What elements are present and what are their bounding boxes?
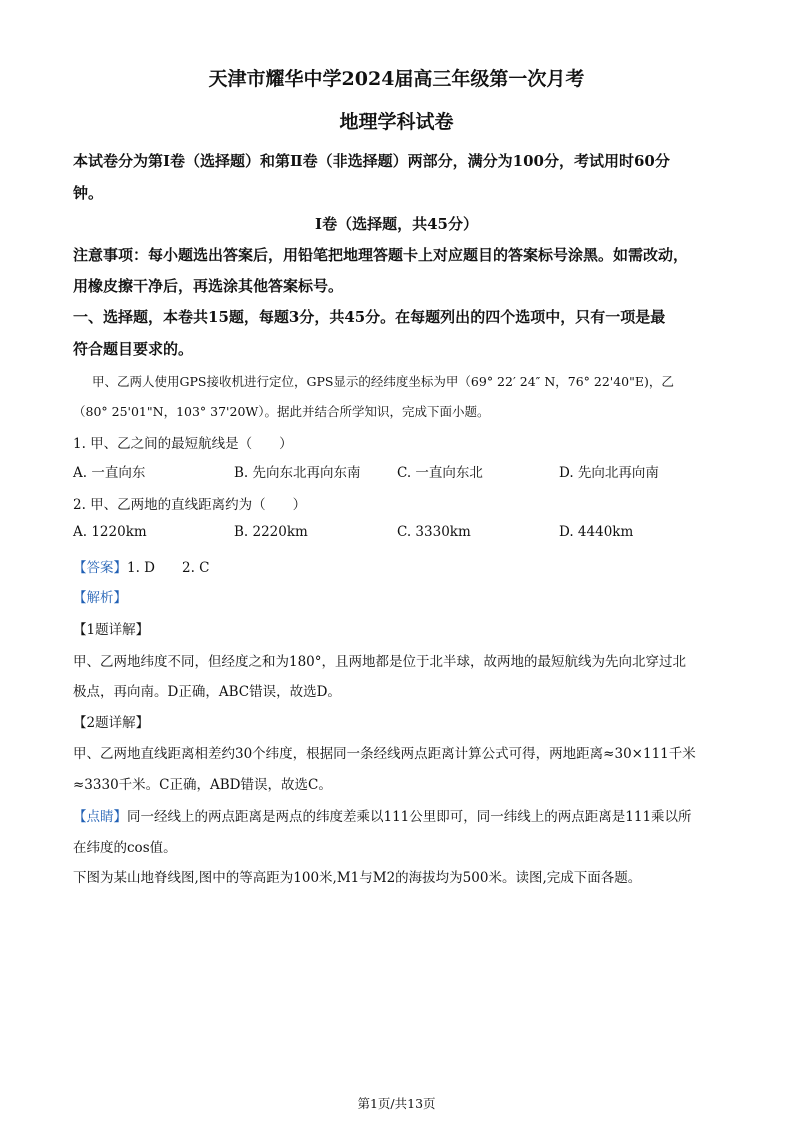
analysis-label: 【解析】 [73,590,127,606]
tip-label: 【点睛】 [73,809,127,825]
intro-line-2: 钟。 [73,184,104,202]
answer-label: 【答案】 [73,560,127,576]
part1-line-2: 符合题目要求的。 [73,340,194,358]
question-1-option-d[interactable]: D. 先向北再向南 [559,465,659,481]
q1-detail-line-2: 极点，再向南。D正确，ABC错误，故选D。 [73,684,341,700]
notice-line-2: 用橡皮擦干净后，再选涂其他答案标号。 [73,277,344,295]
part1-line-1: 一、选择题，本卷共15题，每题3分，共45分。在每题列出的四个选项中，只有一项是最 [73,308,666,326]
question-1-option-a[interactable]: A. 一直向东 [73,465,146,481]
page-footer: 第1页/共13页 [357,1096,436,1111]
answer-text: 1. D 2. C [127,560,210,576]
question-2-option-c[interactable]: C. 3330km [397,524,471,540]
answer-row [73,556,210,576]
tip-line-1 [73,805,692,825]
question-2-option-d[interactable]: D. 4440km [559,524,634,540]
question-1-option-c[interactable]: C. 一直向东北 [397,465,483,481]
question-2-stem: 2. 甲、乙两地的直线距离约为（ ） [73,497,307,513]
notice-line-1: 注意事项：每小题选出答案后，用铅笔把地理答题卡上对应题目的答案标号涂黑。如需改动， [73,246,689,264]
passage1-line-1: 甲、乙两人使用GPS接收机进行定位，GPS显示的经纬度坐标为甲（69° 22′ 24″ N，76° 22'40"E)，乙 [92,374,674,389]
passage1-line-2: （80° 25'01"N，103° 37'20W）。据此并结合所学知识，完成下面小题。 [73,404,490,419]
q2-detail-line-2: ≈3330千米。C正确，ABD错误，故选C。 [73,777,332,793]
question-2-option-a[interactable]: A. 1220km [73,524,147,540]
question-1-option-b[interactable]: B. 先向东北再向东南 [234,465,361,481]
tip-line-2: 在纬度的cos值。 [73,840,177,856]
question-1-stem: 1. 甲、乙之间的最短航线是（ ） [73,436,293,452]
q1-detail-line-1: 甲、乙两地纬度不同，但经度之和为180°，且两地都是位于北半球，故两地的最短航线为先向北穿过北 [73,654,687,670]
exam-title: 天津市耀华中学2024届高三年级第一次月考 [208,68,585,90]
subject-title: 地理学科试卷 [339,111,454,133]
q2-detail-label: 【2题详解】 [73,715,150,731]
q2-detail-line-1: 甲、乙两地直线距离相差约30个纬度，根据同一条经线两点距离计算公式可得，两地距离≈30×111千米 [73,746,696,762]
tip-text-1: 同一经线上的两点距离是两点的纬度差乘以111公里即可，同一纬线上的两点距离是111乘以所 [127,809,692,825]
section-title: Ⅰ卷（选择题，共45分） [315,215,478,233]
question-2-option-b[interactable]: B. 2220km [234,524,308,540]
passage2-line-1: 下图为某山地脊线图,图中的等高距为100米,M1与M2的海拔均为500米。读图,完成下面各题。 [73,870,642,886]
intro-line-1: 本试卷分为第Ⅰ卷（选择题）和第Ⅱ卷（非选择题）两部分，满分为100分，考试用时60分 [73,152,670,170]
q1-detail-label: 【1题详解】 [73,622,150,638]
